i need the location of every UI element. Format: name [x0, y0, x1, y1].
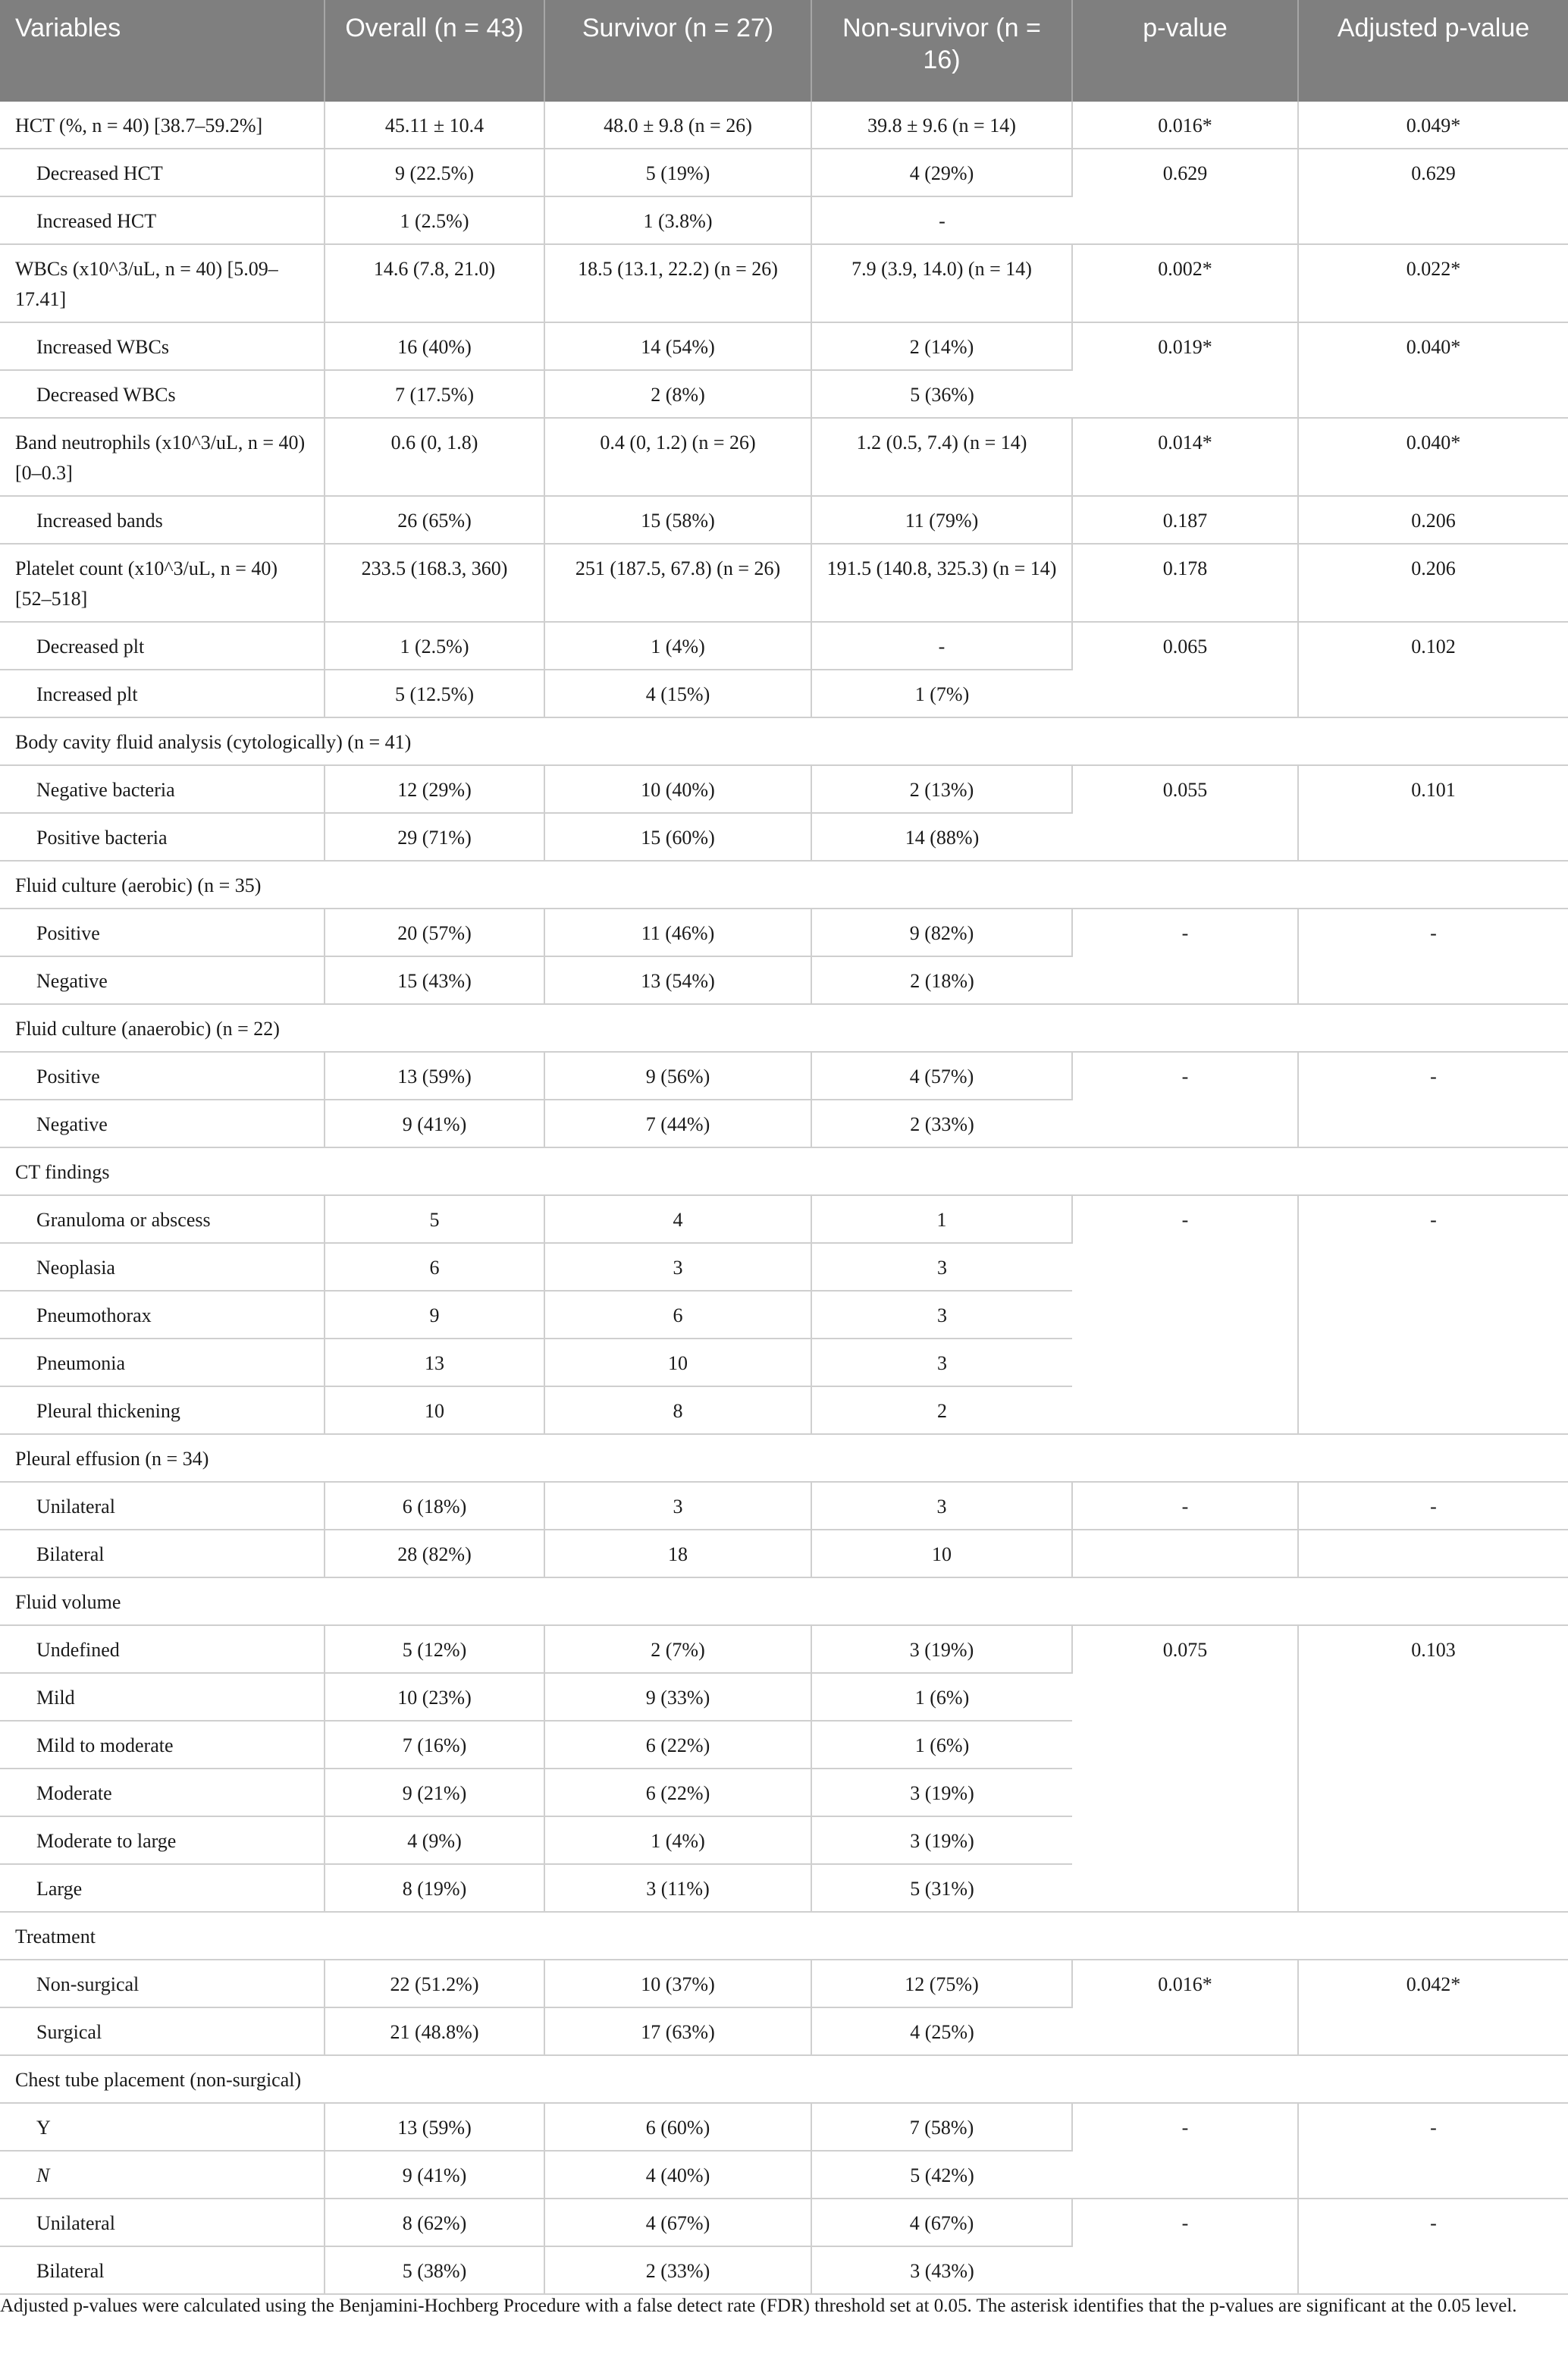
cell: 0.016* [1072, 1960, 1298, 2055]
cell: 48.0 ± 9.8 (n = 26) [544, 102, 811, 149]
cell: 6 [544, 1291, 811, 1339]
cell: 4 (67%) [811, 2199, 1072, 2246]
cell: 4 (40%) [544, 2151, 811, 2199]
cell: Pneumonia [0, 1339, 325, 1386]
cell: 18 [544, 1530, 811, 1577]
cell: 5 (42%) [811, 2151, 1072, 2199]
cell: Negative bacteria [0, 765, 325, 813]
cell: 39.8 ± 9.6 (n = 14) [811, 102, 1072, 149]
table-row [0, 2103, 1568, 2151]
cell: - [1298, 2103, 1568, 2199]
cell: 21 (48.8%) [325, 2007, 544, 2055]
cell: Moderate to large [0, 1816, 325, 1864]
cell: 9 (41%) [325, 2151, 544, 2199]
cell: 3 (11%) [544, 1864, 811, 1912]
cell: Positive bacteria [0, 813, 325, 861]
cell: 5 (12%) [325, 1625, 544, 1673]
cell: Increased bands [0, 496, 325, 544]
cell: 6 [325, 1243, 544, 1291]
cell: 15 (58%) [544, 496, 811, 544]
cell: 2 (33%) [544, 2246, 811, 2294]
cell: 2 [811, 1386, 1072, 1434]
table-body [0, 102, 1568, 2294]
cell: 0.075 [1072, 1625, 1298, 1912]
cell: 3 [544, 1482, 811, 1530]
cell: 0.014* [1072, 418, 1298, 496]
cell: 14.6 (7.8, 21.0) [325, 244, 544, 322]
cell: 18.5 (13.1, 22.2) (n = 26) [544, 244, 811, 322]
cell: Increased HCT [0, 196, 325, 244]
section-header: Pleural effusion (n = 34) [0, 1434, 1568, 1482]
cell: 6 (18%) [325, 1482, 544, 1530]
section-header: Chest tube placement (non-surgical) [0, 2055, 1568, 2103]
cell: 3 (43%) [811, 2246, 1072, 2294]
cell: 12 (29%) [325, 765, 544, 813]
cell: 13 (59%) [325, 1052, 544, 1100]
cell: - [1072, 1052, 1298, 1147]
cell: Increased plt [0, 670, 325, 717]
section-header: Body cavity fluid analysis (cytologically) (n = 41) [0, 717, 1568, 765]
cell: Mild to moderate [0, 1721, 325, 1769]
cell: 3 [811, 1291, 1072, 1339]
cell: 6 (22%) [544, 1769, 811, 1816]
cell: 5 [325, 1195, 544, 1243]
table-row [0, 1482, 1568, 1530]
cell: Platelet count (x10^3/uL, n = 40) [52–518] [0, 544, 325, 622]
cell: 13 (59%) [325, 2103, 544, 2151]
cell: Pleural thickening [0, 1386, 325, 1434]
cell: 11 (46%) [544, 909, 811, 956]
header-pvalue: p-value [1072, 0, 1298, 102]
cell: 3 [811, 1339, 1072, 1386]
cell: 7 (16%) [325, 1721, 544, 1769]
table-row [0, 322, 1568, 370]
cell: Bilateral [0, 2246, 325, 2294]
cell: Neoplasia [0, 1243, 325, 1291]
table-row [0, 2199, 1568, 2246]
section-row [0, 2055, 1568, 2103]
cell: 20 (57%) [325, 909, 544, 956]
cell: Surgical [0, 2007, 325, 2055]
cell: - [1072, 1482, 1298, 1530]
cell: Moderate [0, 1769, 325, 1816]
cell: Decreased WBCs [0, 370, 325, 418]
cell: - [811, 196, 1072, 244]
header-nonsurvivor: Non-survivor (n = 16) [811, 0, 1072, 102]
cell: 9 (33%) [544, 1673, 811, 1721]
cell: 2 (13%) [811, 765, 1072, 813]
cell: 0.6 (0, 1.8) [325, 418, 544, 496]
cell: 14 (54%) [544, 322, 811, 370]
cell: 0.040* [1298, 418, 1568, 496]
cell: 1 (4%) [544, 1816, 811, 1864]
cell: 12 (75%) [811, 1960, 1072, 2007]
cell: 7.9 (3.9, 14.0) (n = 14) [811, 244, 1072, 322]
cell: 9 (41%) [325, 1100, 544, 1147]
cell: - [1298, 1482, 1568, 1530]
cell: 7 (58%) [811, 2103, 1072, 2151]
cell: 1 (7%) [811, 670, 1072, 717]
section-header: Fluid culture (aerobic) (n = 35) [0, 861, 1568, 909]
cell: - [1298, 909, 1568, 1004]
cell: Y [0, 2103, 325, 2151]
cell: 3 [544, 1243, 811, 1291]
cell: 10 (40%) [544, 765, 811, 813]
cell: 1 (6%) [811, 1721, 1072, 1769]
cell: HCT (%, n = 40) [38.7–59.2%] [0, 102, 325, 149]
table-row [0, 1960, 1568, 2007]
cell: 3 (19%) [811, 1769, 1072, 1816]
section-row [0, 1004, 1568, 1052]
cell: 0.022* [1298, 244, 1568, 322]
cell: 14 (88%) [811, 813, 1072, 861]
cell: 8 (62%) [325, 2199, 544, 2246]
cell: Decreased HCT [0, 149, 325, 196]
cell: 4 (57%) [811, 1052, 1072, 1100]
table-row [0, 496, 1568, 544]
cell: 2 (14%) [811, 322, 1072, 370]
cell: 26 (65%) [325, 496, 544, 544]
table-row [0, 1625, 1568, 1673]
cell: - [1072, 2103, 1298, 2199]
cell: N [0, 2151, 325, 2199]
cell: 0.055 [1072, 765, 1298, 861]
table-row [0, 544, 1568, 622]
cell: 15 (43%) [325, 956, 544, 1004]
cell: 10 [544, 1339, 811, 1386]
section-row [0, 1912, 1568, 1960]
cell: Non-surgical [0, 1960, 325, 2007]
cell: Pneumothorax [0, 1291, 325, 1339]
cell: 11 (79%) [811, 496, 1072, 544]
cell [1298, 1530, 1568, 1577]
cell: 2 (33%) [811, 1100, 1072, 1147]
cell: Decreased plt [0, 622, 325, 670]
table-row [0, 765, 1568, 813]
cell: Bilateral [0, 1530, 325, 1577]
cell: 1 (6%) [811, 1673, 1072, 1721]
cell: 9 (82%) [811, 909, 1072, 956]
cell: 10 (23%) [325, 1673, 544, 1721]
cell: 0.187 [1072, 496, 1298, 544]
table-header [0, 0, 1568, 102]
table-row [0, 909, 1568, 956]
cell: 22 (51.2%) [325, 1960, 544, 2007]
cell: 5 (38%) [325, 2246, 544, 2294]
table-row [0, 102, 1568, 149]
cell: WBCs (x10^3/uL, n = 40) [5.09–17.41] [0, 244, 325, 322]
cell: Undefined [0, 1625, 325, 1673]
cell: - [811, 622, 1072, 670]
cell: Large [0, 1864, 325, 1912]
cell: 8 [544, 1386, 811, 1434]
section-header: Fluid volume [0, 1577, 1568, 1625]
header-variables: Variables [0, 0, 325, 102]
cell: 1.2 (0.5, 7.4) (n = 14) [811, 418, 1072, 496]
header-survivor: Survivor (n = 27) [544, 0, 811, 102]
cell: Mild [0, 1673, 325, 1721]
cell: 5 (19%) [544, 149, 811, 196]
cell: 4 [544, 1195, 811, 1243]
cell: 251 (187.5, 67.8) (n = 26) [544, 544, 811, 622]
cell: 0.101 [1298, 765, 1568, 861]
cell: Positive [0, 1052, 325, 1100]
cell: 6 (60%) [544, 2103, 811, 2151]
cell: 6 (22%) [544, 1721, 811, 1769]
cell: 0.629 [1298, 149, 1568, 244]
cell: Positive [0, 909, 325, 956]
cell: 4 (25%) [811, 2007, 1072, 2055]
cell: Negative [0, 1100, 325, 1147]
cell: - [1072, 1195, 1298, 1434]
table-footnote: Adjusted p-values were calculated using the Benjamini-Hochberg Procedure with a false detect rate (FDR) threshold set at 0.05. The asterisk identifies that the p-values are significant at the 0.05 level. [0, 2296, 1517, 2316]
cell: - [1072, 2199, 1298, 2294]
cell: 8 (19%) [325, 1864, 544, 1912]
cell: 0.065 [1072, 622, 1298, 717]
cell: 0.042* [1298, 1960, 1568, 2055]
table-row [0, 418, 1568, 496]
section-row [0, 1577, 1568, 1625]
cell: 0.002* [1072, 244, 1298, 322]
section-row [0, 861, 1568, 909]
cell: 5 (36%) [811, 370, 1072, 418]
cell: 1 (3.8%) [544, 196, 811, 244]
cell: 0.016* [1072, 102, 1298, 149]
cell: 15 (60%) [544, 813, 811, 861]
cell: Unilateral [0, 2199, 325, 2246]
cell: 29 (71%) [325, 813, 544, 861]
table-row [0, 1195, 1568, 1243]
cell: 0.049* [1298, 102, 1568, 149]
cell: 7 (44%) [544, 1100, 811, 1147]
cell: - [1298, 1052, 1568, 1147]
cell: 9 [325, 1291, 544, 1339]
cell: 0.040* [1298, 322, 1568, 418]
cell: 0.629 [1072, 149, 1298, 244]
cell: 0.102 [1298, 622, 1568, 717]
cell: 16 (40%) [325, 322, 544, 370]
cell: 3 (19%) [811, 1816, 1072, 1864]
cell: 0.103 [1298, 1625, 1568, 1912]
cell: 5 (31%) [811, 1864, 1072, 1912]
cell: 2 (7%) [544, 1625, 811, 1673]
cell: 3 (19%) [811, 1625, 1072, 1673]
cell: Increased WBCs [0, 322, 325, 370]
header-adjusted-pvalue: Adjusted p-value [1298, 0, 1568, 102]
header-overall: Overall (n = 43) [325, 0, 544, 102]
section-header: Treatment [0, 1912, 1568, 1960]
cell: 0.4 (0, 1.2) (n = 26) [544, 418, 811, 496]
cell: 4 (67%) [544, 2199, 811, 2246]
cell: 0.206 [1298, 544, 1568, 622]
section-row [0, 717, 1568, 765]
cell: 17 (63%) [544, 2007, 811, 2055]
table-row [0, 1530, 1568, 1577]
cell: 1 (2.5%) [325, 196, 544, 244]
cell: - [1072, 909, 1298, 1004]
table-row [0, 1052, 1568, 1100]
cell: Unilateral [0, 1482, 325, 1530]
cell: 3 [811, 1243, 1072, 1291]
cell: 9 (21%) [325, 1769, 544, 1816]
cell: 1 [811, 1195, 1072, 1243]
cell: 10 (37%) [544, 1960, 811, 2007]
cell: 2 (8%) [544, 370, 811, 418]
cell: 4 (15%) [544, 670, 811, 717]
cell: 10 [811, 1530, 1072, 1577]
cell: - [1298, 2199, 1568, 2294]
cell: 13 (54%) [544, 956, 811, 1004]
cell: 0.178 [1072, 544, 1298, 622]
section-row [0, 1147, 1568, 1195]
cell [1072, 1530, 1298, 1577]
cell: - [1298, 1195, 1568, 1434]
cell: 3 [811, 1482, 1072, 1530]
cell: 1 (4%) [544, 622, 811, 670]
table-row [0, 149, 1568, 196]
cell: 1 (2.5%) [325, 622, 544, 670]
cell: 9 (56%) [544, 1052, 811, 1100]
table-row [0, 622, 1568, 670]
cell: 9 (22.5%) [325, 149, 544, 196]
cell: 7 (17.5%) [325, 370, 544, 418]
cell: 13 [325, 1339, 544, 1386]
section-row [0, 1434, 1568, 1482]
cell: 233.5 (168.3, 360) [325, 544, 544, 622]
cell: 10 [325, 1386, 544, 1434]
cell: 4 (9%) [325, 1816, 544, 1864]
section-header: CT findings [0, 1147, 1568, 1195]
cell: 191.5 (140.8, 325.3) (n = 14) [811, 544, 1072, 622]
cell: Granuloma or abscess [0, 1195, 325, 1243]
cell: 4 (29%) [811, 149, 1072, 196]
table-row [0, 244, 1568, 322]
cell: Negative [0, 956, 325, 1004]
cell: 2 (18%) [811, 956, 1072, 1004]
cell: 28 (82%) [325, 1530, 544, 1577]
cell: 0.206 [1298, 496, 1568, 544]
section-header: Fluid culture (anaerobic) (n = 22) [0, 1004, 1568, 1052]
cell: 5 (12.5%) [325, 670, 544, 717]
cell: Band neutrophils (x10^3/uL, n = 40) [0–0.3] [0, 418, 325, 496]
cell: 45.11 ± 10.4 [325, 102, 544, 149]
cell: 0.019* [1072, 322, 1298, 418]
